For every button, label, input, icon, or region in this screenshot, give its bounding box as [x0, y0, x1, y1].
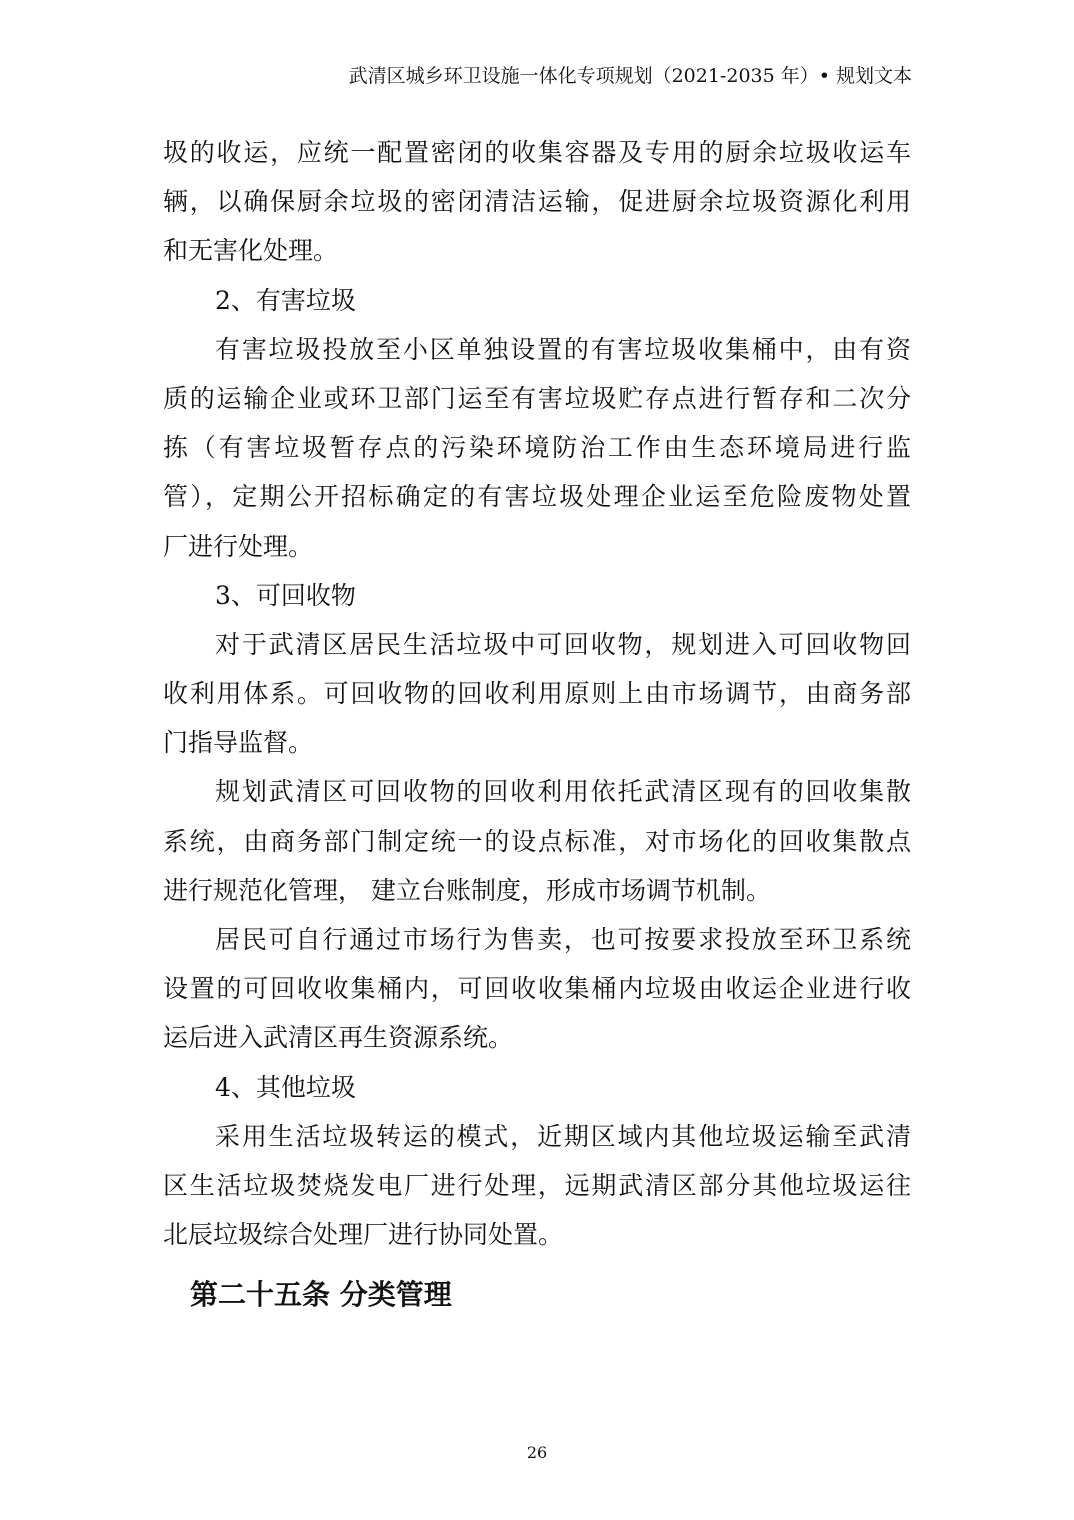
section-title: 第二十五条 分类管理	[190, 1278, 452, 1311]
text-line: 采用生活垃圾转运的模式，近期区域内其他垃圾运输至武清	[215, 1121, 911, 1151]
header-rule	[162, 96, 912, 97]
text-line: 规划武清区可回收物的回收利用依托武清区现有的回收集散	[215, 777, 911, 807]
text-line: 厂进行处理。	[163, 531, 314, 561]
text-line: 有害垃圾投放至小区单独设置的有害垃圾收集桶中，由有资	[215, 334, 911, 364]
text-line: 管），定期公开招标确定的有害垃圾处理企业运至危险废物处置	[163, 482, 911, 512]
running-header: 武清区城乡环卫设施一体化专项规划（2021-2035 年）• 规划文本	[348, 65, 912, 87]
text-line: 设置的可回收收集桶内，可回收收集桶内垃圾由收运企业进行收	[163, 974, 911, 1004]
page-number: 26	[526, 1443, 548, 1462]
text-line: 对于武清区居民生活垃圾中可回收物，规划进入可回收物回	[215, 629, 911, 659]
text-line: 拣（有害垃圾暂存点的污染环境防治工作由生态环境局进行监	[163, 433, 911, 463]
text-line: 和无害化处理。	[163, 236, 339, 266]
text-line: 进行规范化管理， 建立台账制度，形成市场调节机制。	[163, 875, 771, 905]
text-line: 圾的收运，应统一配置密闭的收集容器及专用的厨余垃圾收运车	[163, 138, 911, 167]
text-line: 辆，以确保厨余垃圾的密闭清洁运输，促进厨余垃圾资源化利用	[163, 187, 911, 217]
text-line: 门指导监督。	[163, 728, 314, 758]
subsection-heading-other: 4、其他垃圾	[215, 1072, 356, 1102]
text-line: 北辰垃圾综合处理厂进行协同处置。	[163, 1220, 564, 1250]
text-line: 系统，由商务部门制定统一的设点标准，对市场化的回收集散点	[163, 826, 911, 856]
text-line: 质的运输企业或环卫部门运至有害垃圾贮存点进行暂存和二次分	[163, 383, 911, 413]
text-line: 收利用体系。可回收物的回收利用原则上由市场调节，由商务部	[163, 679, 911, 709]
text-line: 区生活垃圾焚烧发电厂进行处理，远期武清区部分其他垃圾运往	[163, 1170, 911, 1200]
subsection-heading-hazardous: 2、有害垃圾	[215, 285, 356, 315]
body-text	[163, 128, 911, 1259]
text-line: 居民可自行通过市场行为售卖，也可按要求投放至环卫系统	[215, 925, 911, 954]
subsection-heading-recyclable: 3、可回收物	[215, 580, 356, 610]
text-line: 运后进入武清区再生资源系统。	[163, 1023, 514, 1053]
